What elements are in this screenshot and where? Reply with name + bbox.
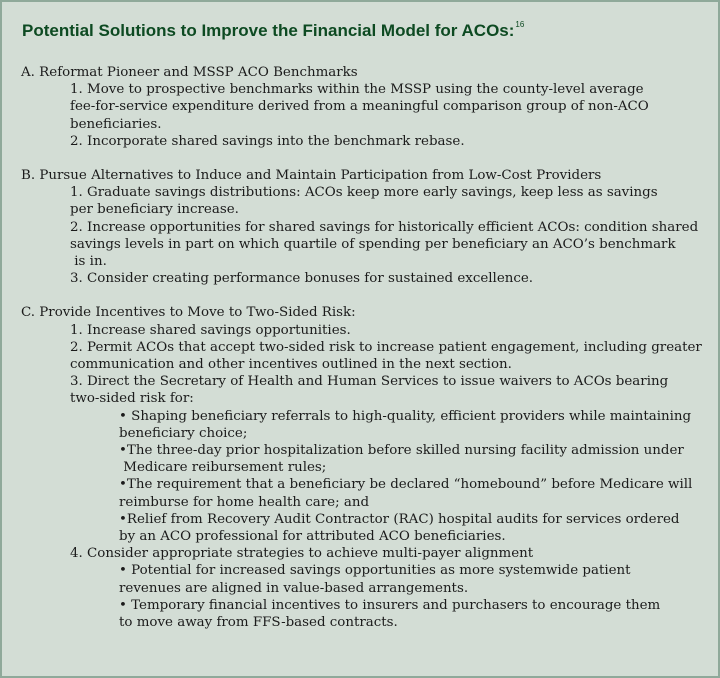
item-line: savings levels in part on which quartile of spending per beneficiary an ACO’s benchmark <box>70 236 676 252</box>
alignment-bullet <box>119 562 715 596</box>
item-line: per beneficiary increase. <box>70 202 239 218</box>
waiver-bullet <box>119 408 715 442</box>
item-line: 1. Increase shared savings opportunities. <box>70 322 351 338</box>
bullet-line: reimburse for home health care; and <box>119 494 370 510</box>
waiver-bullet <box>119 442 715 476</box>
item-line: 3. Direct the Secretary of Health and Human Services to issue waivers to ACOs bearing <box>70 374 669 390</box>
title-text: Potential Solutions to Improve the Financial Model for ACOs: <box>22 21 515 40</box>
list-item <box>70 545 715 562</box>
item-line: two-sided risk for: <box>70 391 194 407</box>
section-a <box>21 64 715 150</box>
item-line: beneficiaries. <box>70 116 162 132</box>
list-item <box>70 184 715 218</box>
list-item <box>70 81 715 133</box>
section-b <box>21 167 715 287</box>
item-line: 4. Consider appropriate strategies to achieve multi-payer alignment <box>70 546 534 562</box>
section-heading: C. Provide Incentives to Move to Two-Sided Risk: <box>21 305 356 321</box>
section-heading: B. Pursue Alternatives to Induce and Maintain Participation from Low-Cost Providers <box>21 168 602 184</box>
item-line: communication and other incentives outlined in the next section. <box>70 357 512 373</box>
bullet-line: by an ACO professional for attributed ACO beneficiaries. <box>119 529 506 545</box>
list-item <box>70 339 715 373</box>
bullet-line: • Potential for increased savings opportunities as more systemwide patient <box>119 563 631 579</box>
item-line: fee-for-service expenditure derived from a meaningful comparison group of non-ACO <box>70 99 649 115</box>
item-line: 1. Move to prospective benchmarks within the MSSP using the county-level average <box>70 82 644 98</box>
bullet-line: beneficiary choice; <box>119 425 248 441</box>
list-item <box>70 270 715 287</box>
bullet-line: •The requirement that a beneficiary be declared “homebound” before Medicare will <box>119 477 693 493</box>
bullet-line: • Temporary financial incentives to insurers and purchasers to encourage them <box>119 597 661 613</box>
bullet-line: Medicare reibursement rules; <box>119 460 327 476</box>
section-heading: A. Reformat Pioneer and MSSP ACO Benchmarks <box>21 65 358 80</box>
waiver-bullet <box>119 476 715 510</box>
item-line: 2. Incorporate shared savings into the benchmark rebase. <box>70 133 465 149</box>
bullet-line: •The three-day prior hospitalization before skilled nursing facility admission under <box>119 443 684 459</box>
item-line: 2. Increase opportunities for shared savings for historically efficient ACOs: condition shared <box>70 219 699 235</box>
item-line: 3. Consider creating performance bonuses for sustained excellence. <box>70 271 534 287</box>
list-item <box>70 219 715 271</box>
item-line: is in. <box>70 254 107 270</box>
list-item <box>70 133 715 150</box>
bullet-line: • Shaping beneficiary referrals to high-quality, efficient providers while maintaining <box>119 408 692 424</box>
solutions-list <box>21 64 715 648</box>
footnote-ref: 16 <box>515 20 525 29</box>
box-title <box>22 20 524 41</box>
bullet-line: revenues are aligned in value-based arrangements. <box>119 580 469 596</box>
bullet-line: •Relief from Recovery Audit Contractor (RAC) hospital audits for services ordered <box>119 511 680 527</box>
alignment-bullet <box>119 597 715 631</box>
waiver-bullet <box>119 511 715 545</box>
list-item <box>70 373 715 407</box>
bullet-line: to move away from FFS-based contracts. <box>119 615 398 631</box>
section-c <box>21 304 715 631</box>
list-item <box>70 322 715 339</box>
item-line: 1. Graduate savings distributions: ACOs keep more early savings, keep less as savings <box>70 185 658 201</box>
item-line: 2. Permit ACOs that accept two-sided risk to increase patient engagement, including greater <box>70 339 702 355</box>
